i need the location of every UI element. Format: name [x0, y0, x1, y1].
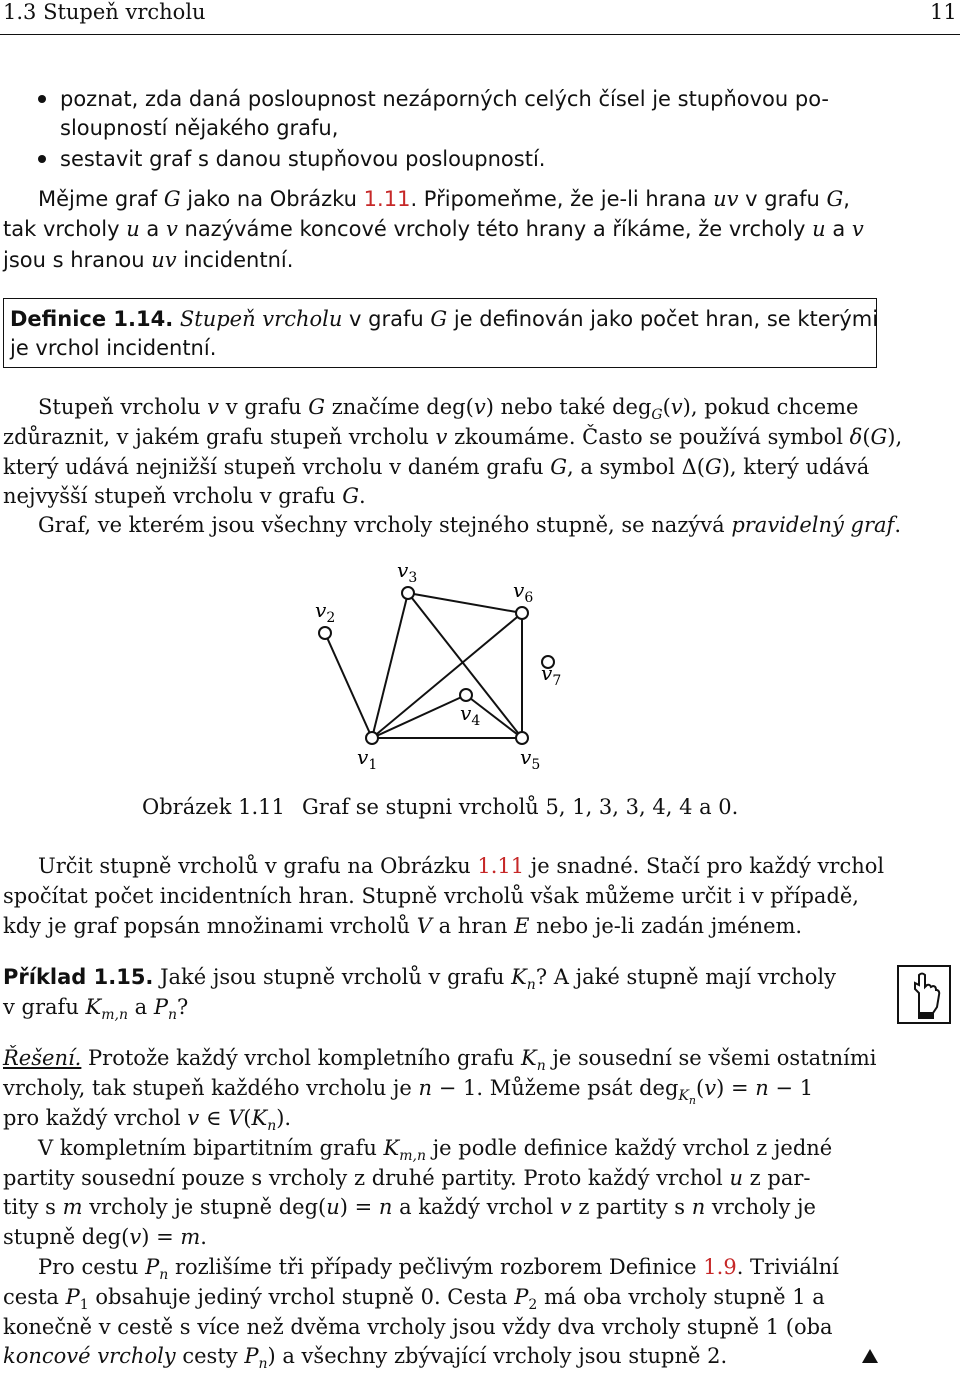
- figure-link[interactable]: 1.11: [363, 187, 411, 211]
- figure-caption-text: Graf se stupni vrcholů 5, 1, 3, 3, 4, 4 a 0.: [302, 795, 739, 819]
- edge-v1-v3: [372, 593, 408, 738]
- edge-v1-v2: [325, 633, 372, 738]
- example-line-2: v grafu $K_{m,n}$ a $P_n$?: [3, 995, 189, 1024]
- pointing-hand-icon: [897, 965, 951, 1024]
- definition-term: Stupeň vrcholu: [179, 307, 343, 331]
- paragraph-1-line-2: tak vrcholy u a v nazýváme koncové vrcholy této hrany a říkáme, že vrcholy u a v: [3, 217, 864, 241]
- vertex-label-v2: $v_2$: [315, 598, 336, 626]
- bullet-dot: [38, 155, 46, 163]
- vertex-label-v4: $v_4$: [460, 701, 481, 729]
- paragraph-2-line-4: nejvyšší stupeň vrcholu v grafu G.: [3, 484, 366, 508]
- solution-line-8: Pro cestu $P_n$ rozlišíme tři případy pečlivým rozborem Definice 1.9. Triviální: [38, 1255, 839, 1284]
- vertex-v5: [516, 732, 528, 744]
- edge-v1-v4: [372, 695, 466, 738]
- solution-line-6: tity s m vrcholy je stupně deg(u) = n a každý vrchol v z partity s n vrcholy je: [3, 1195, 816, 1219]
- solution-label: Řešení.: [3, 1046, 82, 1070]
- example-line-1: Příklad 1.15. Jaké jsou stupně vrcholů v grafu $K_n$? A jaké stupně mají vrcholy: [3, 965, 837, 994]
- solution-line-7: stupně deg(v) = m.: [3, 1225, 207, 1249]
- bullet-dot: [38, 95, 46, 103]
- example-label: Příklad 1.15.: [3, 965, 154, 989]
- bullet-item-1-line-2: sloupností nějakého grafu,: [60, 116, 339, 140]
- vertex-v6: [516, 607, 528, 619]
- paragraph-2-line-2: zdůraznit, v jakém grafu stupeň vrcholu v zkoumáme. Často se používá symbol δ(G),: [3, 425, 903, 449]
- solution-line-3: pro každý vrchol v ∈ $V(K_n)$.: [3, 1106, 292, 1135]
- paragraph-3-line-3: kdy je graf popsán množinami vrcholů V a hran E nebo je-li zadán jménem.: [3, 914, 803, 938]
- vertex-v4: [460, 689, 472, 701]
- solution-line-9: cesta $P_1$ obsahuje jediný vrchol stupně 0. Cesta $P_2$ má oba vrcholy stupně 1 a: [3, 1285, 825, 1314]
- graph-figure: [300, 560, 600, 775]
- page-number: 11: [930, 0, 957, 24]
- end-of-solution-triangle-icon: [862, 1349, 878, 1363]
- solution-line-4: V kompletním bipartitním grafu $K_{m,n}$ je podle definice každý vrchol z jedné: [38, 1136, 833, 1165]
- definition-label: Definice 1.14.: [10, 307, 174, 331]
- header-rule: [0, 34, 960, 35]
- paragraph-1-line-1: Mějme graf G jako na Obrázku 1.11. Připomeňme, že je-li hrana uv v grafu G,: [38, 187, 850, 211]
- vertex-v1: [366, 732, 378, 744]
- solution-line-5: partity sousední pouze s vrcholy z druhé partity. Proto každý vrchol u z par-: [3, 1166, 811, 1190]
- bullet-item-1-line-1: poznat, zda daná posloupnost nezáporných celých čísel je stupňovou po-: [60, 87, 830, 111]
- running-header-section: 1.3 Stupeň vrcholu: [3, 0, 206, 24]
- paragraph-3-line-2: spočítat počet incidentních hran. Stupně vrcholů však můžeme určit i v případě,: [3, 884, 859, 908]
- vertex-label-v5: $v_5$: [520, 745, 541, 773]
- definition-line-2: je vrchol incidentní.: [10, 336, 217, 360]
- paragraph-2-line-1: Stupeň vrcholu v v grafu G značíme deg(v) nebo také deg$_G$(v), pokud chceme: [38, 395, 859, 424]
- figure-caption-label: Obrázek 1.11: [142, 795, 285, 819]
- paragraph-3-line-1: Určit stupně vrcholů v grafu na Obrázku 1.11 je snadné. Stačí pro každý vrchol: [38, 854, 885, 878]
- vertex-v3: [402, 587, 414, 599]
- paragraph-2-line-5: Graf, ve kterém jsou všechny vrcholy stejného stupně, se nazývá pravidelný graf.: [38, 513, 902, 537]
- vertex-label-v1: $v_1$: [357, 745, 378, 773]
- solution-line-11: koncové vrcholy cesty $P_n$) a všechny zbývající vrcholy jsou stupně 2.: [3, 1344, 728, 1373]
- paragraph-1-line-3: jsou s hranou uv incidentní.: [3, 248, 294, 272]
- vertex-label-v3: $v_3$: [397, 560, 418, 586]
- vertex-label-v6: $v_6$: [513, 578, 534, 606]
- edge-v1-v6: [372, 613, 522, 738]
- vertex-label-v7: $v_7$: [541, 661, 562, 689]
- figure-link[interactable]: 1.11: [477, 854, 525, 878]
- solution-line-2: vrcholy, tak stupeň každého vrcholu je n − 1. Můžeme psát deg$_{K_n}$(v) = n − 1: [3, 1076, 814, 1107]
- edge-v3-v6: [408, 593, 522, 613]
- paragraph-2-line-3: který udává nejnižší stupeň vrcholu v daném grafu G, a symbol Δ(G), který udává: [3, 455, 870, 479]
- definition-link[interactable]: 1.9: [703, 1255, 737, 1279]
- definition-line-1: Definice 1.14. Stupeň vrcholu v grafu G je definován jako počet hran, se kterými: [10, 307, 879, 331]
- solution-line-10: konečně v cestě s více než dvěma vrcholy jsou vždy dva vrcholy stupně 1 (oba: [3, 1315, 833, 1339]
- bullet-item-2-line-1: sestavit graf s danou stupňovou posloupností.: [60, 147, 546, 171]
- vertex-v2: [319, 627, 331, 639]
- solution-line-1: Řešení. Protože každý vrchol kompletního grafu $K_n$ je sousední se všemi ostatními: [3, 1046, 877, 1075]
